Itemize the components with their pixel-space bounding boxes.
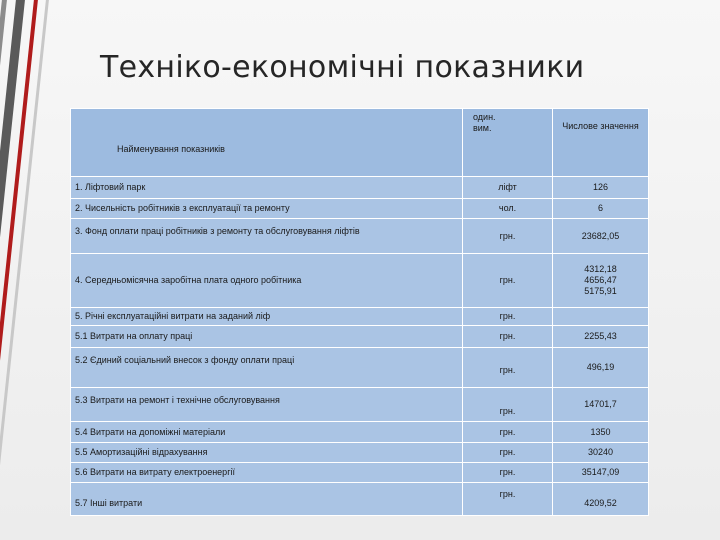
table-header-row bbox=[71, 109, 649, 177]
row-value: 2255,43 bbox=[553, 326, 649, 348]
row-value: 23682,05 bbox=[553, 219, 649, 254]
row-name: 5.4 Витрати на допоміжні матеріали bbox=[71, 422, 463, 443]
row-unit: грн. bbox=[463, 422, 553, 443]
header-name: Найменування показників bbox=[71, 109, 463, 177]
table-row bbox=[71, 199, 649, 219]
row-name: 4. Середньомісячна заробітна плата одного робітника bbox=[71, 254, 463, 308]
table-row bbox=[71, 254, 649, 308]
table-row bbox=[71, 463, 649, 483]
row-name: 2. Чисельність робітників з експлуатації та ремонту bbox=[71, 199, 463, 219]
row-value: 126 bbox=[553, 177, 649, 199]
row-unit: ліфт bbox=[463, 177, 553, 199]
row-name: 5.3 Витрати на ремонт і технічне обслуговування bbox=[71, 388, 463, 422]
table-row bbox=[71, 219, 649, 254]
row-value: 496,19 bbox=[553, 348, 649, 388]
indicators-table bbox=[70, 108, 649, 516]
row-value: 4312,18 4656,47 5175,91 bbox=[553, 254, 649, 308]
slide-title: Техніко-економічні показники bbox=[100, 50, 585, 85]
row-name: 5.2 Єдиний соціальний внесок з фонду оплати праці bbox=[71, 348, 463, 388]
table-row bbox=[71, 348, 649, 388]
row-name: 5.6 Витрати на витрату електроенергії bbox=[71, 463, 463, 483]
row-value bbox=[553, 308, 649, 326]
table-row bbox=[71, 388, 649, 422]
row-unit: грн. bbox=[463, 308, 553, 326]
table-row bbox=[71, 443, 649, 463]
row-value: 6 bbox=[553, 199, 649, 219]
table-row bbox=[71, 483, 649, 516]
row-name: 3. Фонд оплати праці робітників з ремонту та обслуговування ліфтів bbox=[71, 219, 463, 254]
stripe bbox=[0, 0, 27, 540]
row-name: 5.1 Витрати на оплату праці bbox=[71, 326, 463, 348]
table-row bbox=[71, 422, 649, 443]
row-value: 1350 bbox=[553, 422, 649, 443]
row-unit: грн. bbox=[463, 219, 553, 254]
row-value: 14701,7 bbox=[553, 388, 649, 422]
row-value: 35147,09 bbox=[553, 463, 649, 483]
row-unit: чол. bbox=[463, 199, 553, 219]
row-unit: грн. bbox=[463, 388, 553, 422]
header-unit: один. вим. bbox=[463, 109, 553, 177]
row-unit: грн. bbox=[463, 443, 553, 463]
row-name: 5.5 Амортизаційні відрахування bbox=[71, 443, 463, 463]
row-unit: грн. bbox=[463, 326, 553, 348]
row-value: 30240 bbox=[553, 443, 649, 463]
row-unit: грн. bbox=[463, 348, 553, 388]
table-row bbox=[71, 177, 649, 199]
table-row bbox=[71, 308, 649, 326]
row-unit: грн. bbox=[463, 463, 553, 483]
header-value: Числове значення bbox=[553, 109, 649, 177]
decorative-stripes bbox=[0, 0, 70, 540]
row-name: 1. Ліфтовий парк bbox=[71, 177, 463, 199]
table-row bbox=[71, 326, 649, 348]
row-value: 4209,52 bbox=[553, 483, 649, 516]
row-name: 5.7 Інші витрати bbox=[71, 483, 463, 516]
row-name: 5. Річні експлуатаційні витрати на заданий ліф bbox=[71, 308, 463, 326]
row-unit: грн. bbox=[463, 483, 553, 516]
row-unit: грн. bbox=[463, 254, 553, 308]
